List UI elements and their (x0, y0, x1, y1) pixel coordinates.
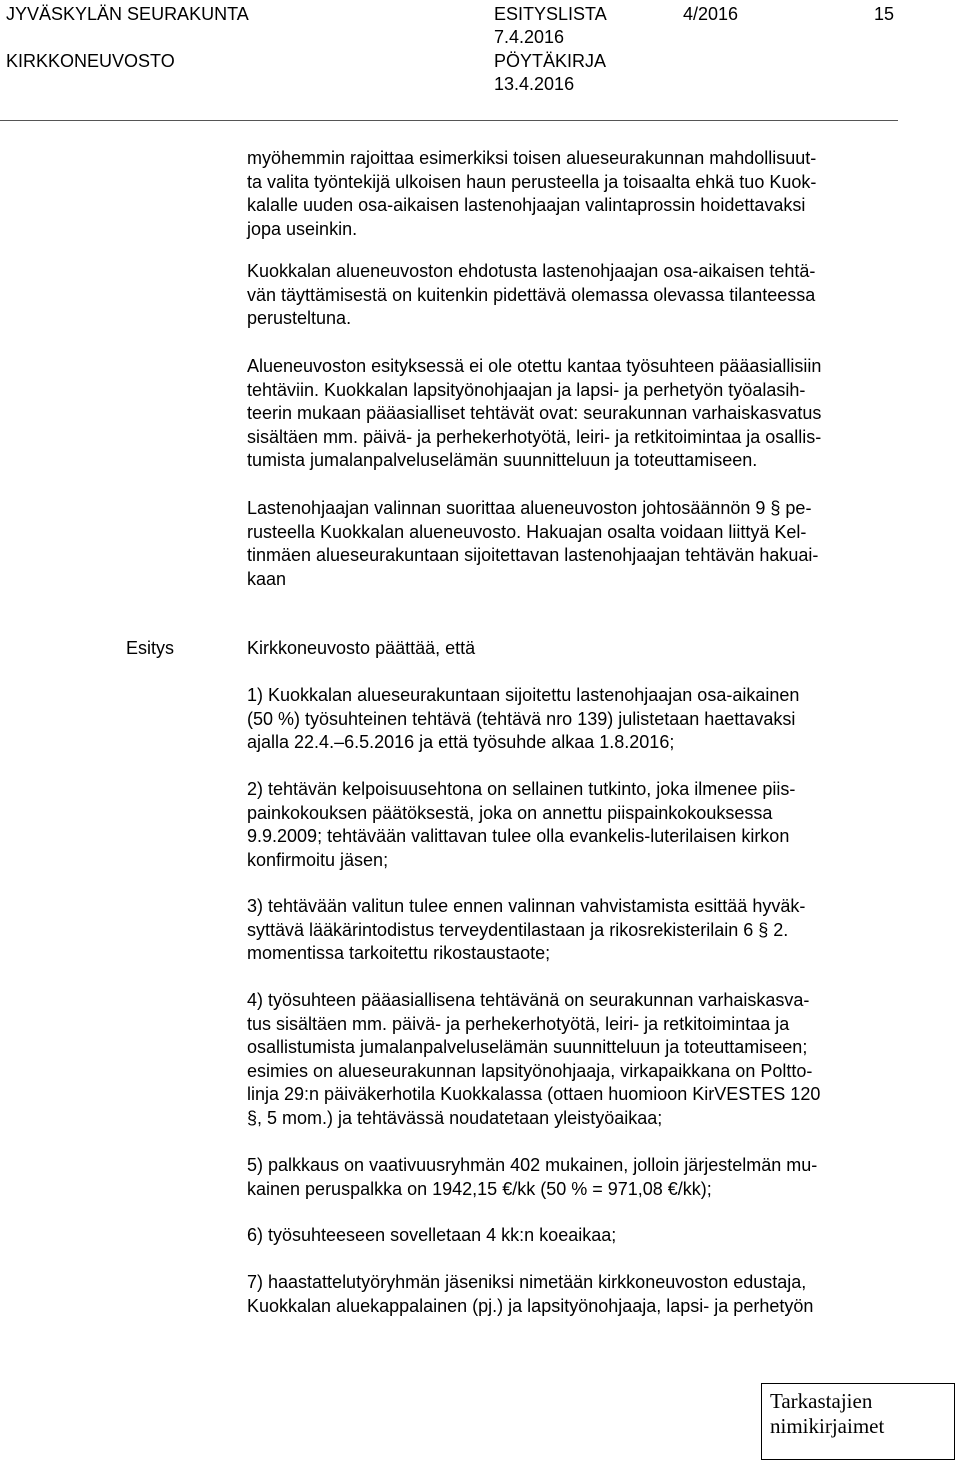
reviewer-initials-box: Tarkastajien nimikirjaimet (761, 1383, 955, 1460)
meeting-number: 4/2016 (683, 4, 739, 24)
header-divider (0, 120, 898, 121)
paragraph-1: myöhemmin rajoittaa esimerkiksi toisen alueseurakunnan mahdollisuut- ta valita työntekijä ulkoisen haun perusteella ja toisaalta ehkä tuo Kuok- kalalle uuden osa-aikaisen lastenohjaajan valintaprossin hoidettavaksi jopa useinkin. (247, 148, 817, 239)
minutes-date: 13.4.2016 (494, 74, 575, 94)
paragraph-2: Kuokkalan alueneuvoston ehdotusta lastenohjaajan osa-aikaisen tehtä- vän täyttämisestä on kuitenkin pidettävä olemassa olevassa tilanteessa perusteltuna. (247, 261, 816, 328)
proposal-item-4: 4) työsuhteen pääasiallisena tehtävänä on seurakunnan varhaiskasva- tus sisältäen mm. päivä- ja perhekerhotyötä, leiri- ja retkitoimintaa ja osallistumista jumalanpalveluselämän suunnitteluun ja toteuttamiseen; esimies on alueseurakunnan lapsityönohjaaja, virkapaikkana on Polttо- linja 29:n päiväkerhotila Kuokkalassa (ottaen huomioon KirVESTES 120 §, 5 mom.) ja tehtävässä noudatetaan yleistyöaikaa; (247, 990, 821, 1128)
doc-type-minutes: PÖYTÄKIRJA (494, 51, 607, 71)
page-number: 15 (874, 4, 895, 24)
proposal-item-6: 6) työsuhteeseen sovelletaan 4 kk:n koeaikaa; (247, 1225, 617, 1245)
proposal-item-2: 2) tehtävän kelpoisuusehtona on sellainen tutkinto, joka ilmenee piis- painkokouksen päätöksestä, joka on annettu piispainkokouksessa 9.9.2009; tehtävään valittavan tulee olla evankelis-luterilaisen kirkon konfirmoitu jäsen; (247, 779, 796, 870)
board-name: KIRKKONEUVOSTO (6, 51, 175, 71)
org-name: JYVÄSKYLÄN SEURAKUNTA (6, 4, 249, 24)
proposal-label: Esitys (126, 638, 175, 658)
proposal-item-3: 3) tehtävään valitun tulee ennen valinnan vahvistamista esittää hyväk- syttävä lääkärintodistus terveydentilastaan ja rikosrekisterilain 6 § 2. momentissa tarkoitettu rikostaustaote; (247, 896, 806, 963)
doc-type-agenda: ESITYSLISTA (494, 4, 607, 24)
proposal-intro: Kirkkoneuvosto päättää, että (247, 638, 476, 658)
proposal-item-5: 5) palkkaus on vaativuusryhmän 402 mukainen, jolloin järjestelmän mu- kainen peruspalkka on 1942,15 €/kk (50 % = 971,08 €/kk); (247, 1155, 818, 1199)
agenda-date: 7.4.2016 (494, 27, 565, 47)
paragraph-3: Alueneuvoston esityksessä ei ole otettu kantaa työsuhteen pääasiallisiin tehtäviin. Kuokkalan lapsityönohjaajan ja lapsi- ja perhetyön työalasih- teerin mukaan pääasialliset tehtävät ovat: seurakunnan varhaiskasvatus sisältäen mm. päivä- ja perhekerhotyötä, leiri- ja retkitoimintaa ja osallis- tumista jumalanpalveluselämän suunnitteluun ja toteuttamiseen. (247, 356, 822, 470)
proposal-item-1: 1) Kuokkalan alueseurakuntaan sijoitettu lastenohjaajan osa-aikainen (50 %) työsuhteinen tehtävä (tehtävä nro 139) julistetaan haettavaksi ajalla 22.4.–6.5.2016 ja että työsuhde alkaa 1.8.2016; (247, 685, 800, 752)
proposal-item-7: 7) haastattelutyöryhmän jäseniksi nimetään kirkkoneuvoston edustaja, Kuokkalan aluekappalainen (pj.) ja lapsityönohjaaja, lapsi- ja perhetyön (247, 1272, 814, 1316)
paragraph-4: Lastenohjaajan valinnan suorittaa alueneuvoston johtosäännön 9 § pe- rusteella Kuokkalan alueneuvosto. Hakuajan osalta voidaan liittyä Kel- tinmäen alueseurakuntaan sijoitettavan lastenohjaajan tehtävän hakuai- kaan (247, 498, 819, 589)
